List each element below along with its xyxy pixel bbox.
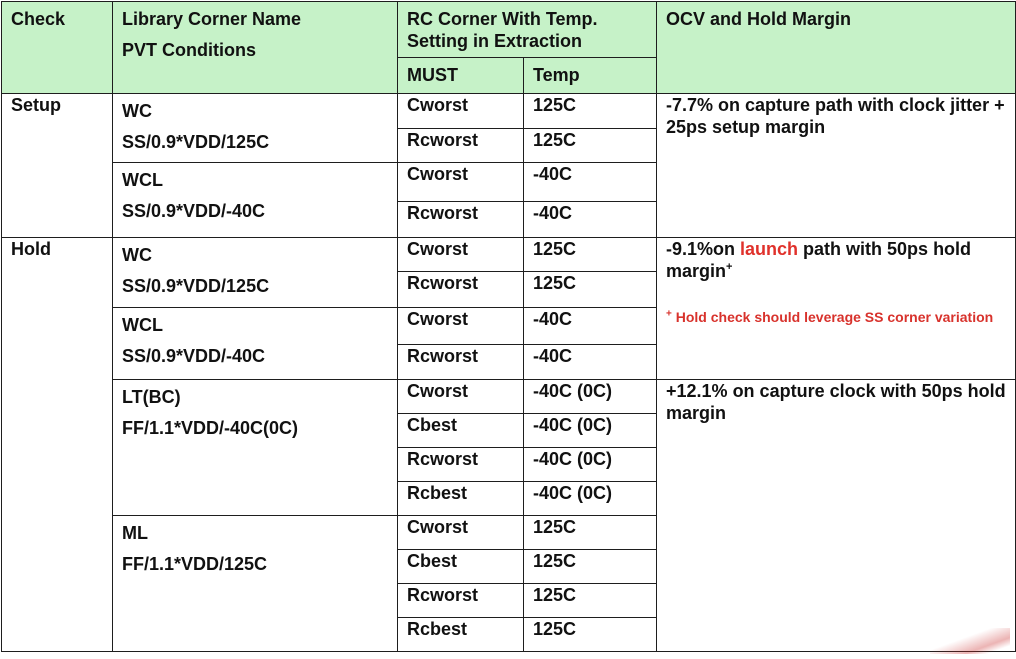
corner-table (1, 1, 1016, 652)
temp-value: -40C (0C) (524, 482, 657, 516)
ocv-hold-text: -9.1%on launch path with 50ps hold margin+ (666, 239, 972, 281)
ocv-hold-ss (657, 238, 1016, 380)
header-rc-line1: RC Corner With Temp. (407, 9, 598, 29)
header-temp: Temp (524, 58, 657, 94)
library-corner-cell (113, 380, 398, 516)
rc-corner: Cbest (398, 414, 524, 448)
pvt-condition: SS/0.9*VDD/125C (122, 276, 270, 296)
header-rc-line2: Setting in Extraction (407, 31, 583, 51)
rc-corner: Cworst (398, 163, 524, 202)
temp-value: -40C (0C) (524, 380, 657, 414)
temp-value: -40C (524, 308, 657, 345)
library-corner-name: WCL (122, 315, 163, 335)
rc-corner: Rcworst (398, 345, 524, 380)
library-corner-name: LT(BC) (122, 387, 181, 407)
temp-value: -40C (524, 163, 657, 202)
launch-highlight: launch (740, 239, 799, 259)
temp-value: 125C (524, 618, 657, 652)
pvt-condition: FF/1.1*VDD/-40C(0C) (122, 418, 299, 438)
rc-corner: Rcworst (398, 448, 524, 482)
rc-corner: Cbest (398, 550, 524, 584)
rc-corner: Cworst (398, 380, 524, 414)
ocv-setup: -7.7% on capture path with clock jitter + 25ps setup margin (657, 94, 1016, 238)
header-check: Check (2, 2, 113, 94)
rc-corner: Rcworst (398, 272, 524, 308)
header-must: MUST (398, 58, 524, 94)
library-corner-cell (113, 516, 398, 652)
ocv-hold-ff: +12.1% on capture clock with 50ps hold margin (657, 380, 1016, 652)
rc-corner: Rcworst (398, 202, 524, 238)
rc-corner: Cworst (398, 94, 524, 129)
table-row (2, 238, 1016, 272)
temp-value: -40C (0C) (524, 414, 657, 448)
temp-value: 125C (524, 94, 657, 129)
pvt-condition: FF/1.1*VDD/125C (122, 554, 268, 574)
library-corner-name: WCL (122, 170, 163, 190)
rc-corner: Cworst (398, 238, 524, 272)
temp-value: 125C (524, 238, 657, 272)
rc-corner: Rcbest (398, 618, 524, 652)
temp-value: 125C (524, 550, 657, 584)
check-setup: Setup (2, 94, 113, 238)
temp-value: 125C (524, 516, 657, 550)
hold-footnote: + Hold check should leverage SS corner variation (666, 308, 994, 325)
table-row (2, 380, 1016, 414)
temp-value: 125C (524, 584, 657, 618)
header-row (2, 2, 1016, 58)
header-library (113, 2, 398, 94)
table-row (2, 94, 1016, 129)
footnote-marker: + (726, 261, 733, 273)
rc-corner: Rcworst (398, 584, 524, 618)
library-corner-cell (113, 238, 398, 308)
rc-corner: Rcworst (398, 129, 524, 163)
rc-corner: Rcbest (398, 482, 524, 516)
pvt-condition: SS/0.9*VDD/125C (122, 132, 270, 152)
library-corner-cell (113, 308, 398, 380)
library-corner-name: ML (122, 523, 148, 543)
temp-value: 125C (524, 272, 657, 308)
pvt-condition: SS/0.9*VDD/-40C (122, 201, 266, 221)
library-corner-name: WC (122, 101, 152, 121)
rc-corner: Cworst (398, 308, 524, 345)
check-hold: Hold (2, 238, 113, 652)
rc-corner: Cworst (398, 516, 524, 550)
temp-value: 125C (524, 129, 657, 163)
library-corner-name: WC (122, 245, 152, 265)
temp-value: -40C (0C) (524, 448, 657, 482)
temp-value: -40C (524, 345, 657, 380)
library-corner-cell (113, 163, 398, 238)
header-library-name: Library Corner Name (122, 9, 302, 29)
temp-value: -40C (524, 202, 657, 238)
header-ocv: OCV and Hold Margin (657, 2, 1016, 94)
library-corner-cell (113, 94, 398, 163)
header-pvt: PVT Conditions (122, 40, 256, 60)
pvt-condition: SS/0.9*VDD/-40C (122, 346, 266, 366)
header-rc-corner (398, 2, 657, 58)
